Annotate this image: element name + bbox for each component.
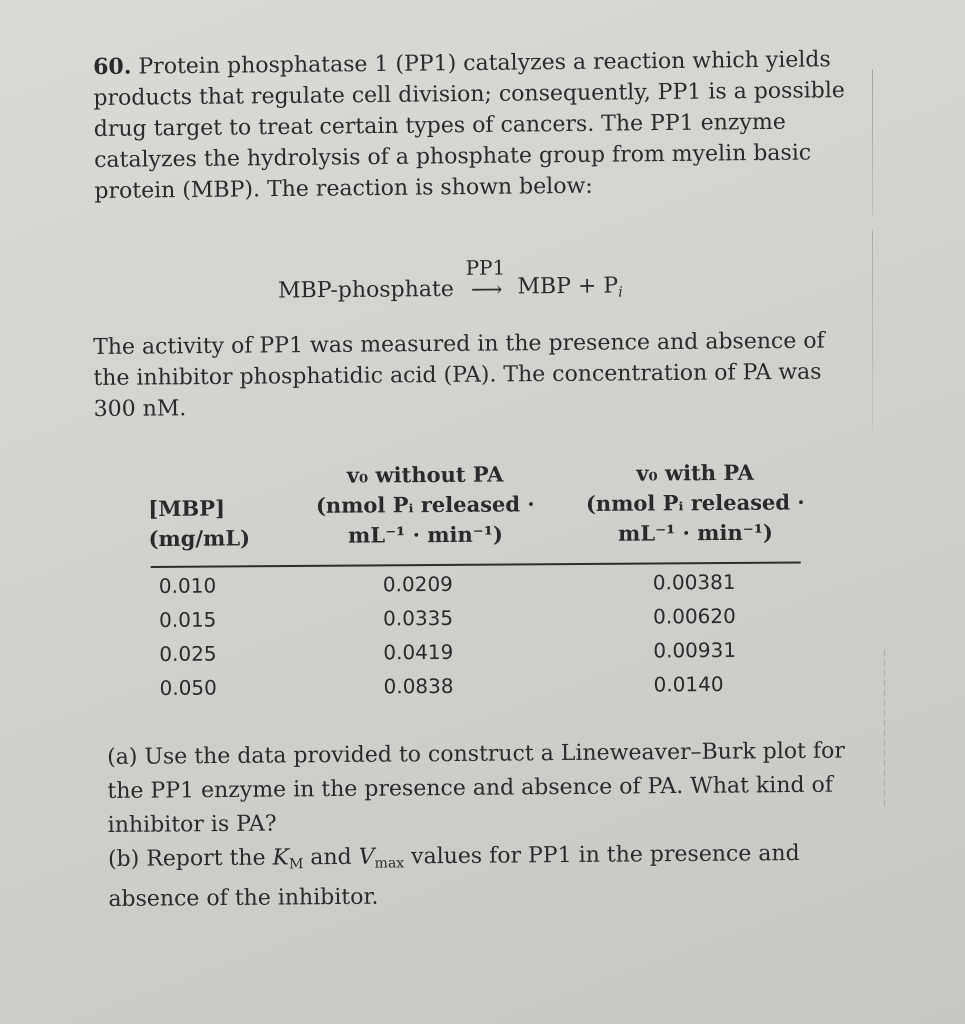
cell-v0-without-pa: 0.0335 bbox=[383, 605, 454, 631]
cell-v0-with-pa: 0.00931 bbox=[653, 637, 737, 663]
reaction-products: MBP + $P_i$ bbox=[517, 273, 623, 301]
cell-v0-with-pa: 0.00381 bbox=[652, 569, 736, 595]
reaction-arrow-group bbox=[465, 255, 506, 303]
page-edge-line bbox=[872, 70, 873, 430]
cell-mbp: 0.050 bbox=[159, 675, 217, 700]
table-row bbox=[151, 637, 811, 676]
cell-v0-without-pa: 0.0209 bbox=[382, 571, 453, 597]
reaction-equation bbox=[278, 256, 623, 303]
questions bbox=[107, 734, 879, 917]
problem-intro-text: Protein phosphatase 1 (PP1) catalyzes a reaction which yields products that regulate cell division; consequently, PP1 is a possible drug target to treat certain types of cancers. The PP1 enzyme catalyzes the hydrolysis of a phosphate group from myelin basic protein (MBP). The reaction is shown below: bbox=[93, 47, 845, 204]
cell-v0-with-pa: 0.0140 bbox=[653, 672, 724, 697]
table-header-rule bbox=[151, 561, 801, 568]
cell-v0-without-pa: 0.0419 bbox=[383, 639, 454, 665]
cell-v0-without-pa: 0.0838 bbox=[383, 673, 454, 699]
reaction-arrow-icon: ⟶ bbox=[470, 277, 501, 303]
problem-number: 60. bbox=[93, 53, 132, 80]
header-mbp: [MBP] (mg/mL) bbox=[148, 495, 251, 552]
cell-v0-with-pa: 0.00620 bbox=[653, 603, 736, 629]
activity-paragraph bbox=[93, 325, 864, 425]
page-edge-line-lower bbox=[884, 650, 885, 810]
reaction-reactant: MBP-phosphate bbox=[277, 276, 454, 304]
cell-mbp: 0.025 bbox=[159, 641, 217, 666]
part-a-question: (a) Use the data provided to construct a Lineweaver–Burk plot for the PP1 enzyme in the presence and absence of PA. What kind of inhibitor is PA? bbox=[107, 738, 845, 838]
table-row bbox=[151, 569, 811, 608]
table-row bbox=[151, 671, 811, 710]
cell-mbp: 0.010 bbox=[158, 573, 217, 598]
header-with-pa: v₀ with PA (nmol Pᵢ released · mL⁻¹ · min⁻¹) bbox=[585, 459, 805, 546]
table-header bbox=[150, 457, 811, 566]
reaction-enzyme-label: PP1 bbox=[465, 255, 506, 280]
problem-intro-paragraph bbox=[93, 44, 865, 207]
part-b-question: (b) Report the $K_M$ and $V_{max}$ values for PP1 in the presence and absence of the inhibitor. bbox=[107, 840, 800, 912]
kinetics-data-table bbox=[148, 457, 811, 700]
table-body bbox=[151, 569, 812, 710]
table-row bbox=[151, 603, 811, 642]
cell-mbp: 0.015 bbox=[159, 607, 217, 632]
header-without-pa: v₀ without PA (nmol Pᵢ released · mL⁻¹ · min⁻¹) bbox=[315, 461, 535, 548]
activity-text: The activity of PP1 was measured in the presence and absence of the inhibitor phosphatidic acid (PA). The concentration of PA was 300 nM. bbox=[93, 328, 825, 422]
